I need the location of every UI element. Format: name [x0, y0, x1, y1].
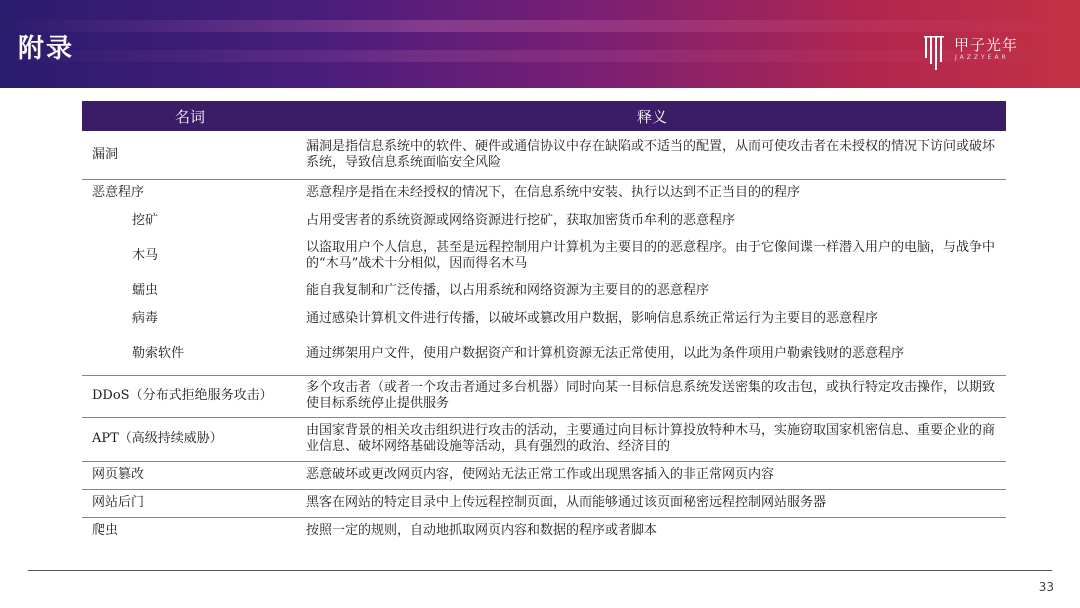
definition-cell: 恶意程序是指在未经授权的情况下，在信息系统中安装、执行以达到不正当目的的程序	[306, 185, 801, 201]
page-title: 附录	[18, 34, 75, 64]
column-header-term: 名词	[82, 101, 298, 131]
definition-cell: 由国家背景的相关攻击组织进行攻击的活动，主要通过向目标计算投放特种木马，实施窃取国家机密信息、重要企业的商业信息、破坏网络基础设施等活动，具有强烈的政治、经济目的	[298, 417, 1006, 461]
table-row	[82, 375, 1006, 417]
glossary-table	[82, 101, 1006, 545]
brand-logo	[924, 32, 1054, 72]
table-row	[82, 179, 1006, 207]
brand-subtitle: JAZZYEAR	[955, 54, 1009, 61]
table-row	[82, 333, 1006, 375]
definition-cell: 漏洞是指信息系统中的软件、硬件或通信协议中存在缺陷或不适当的配置，从而可使攻击者在未授权的情况下访问或破坏系统，导致信息系统面临安全风险	[298, 131, 1006, 179]
table-header-row	[82, 101, 1006, 131]
definition-cell: 黑客在网站的特定目录中上传远程控制页面，从而能够通过该页面秘密远程控制网站服务器	[298, 489, 1006, 517]
table-row	[82, 131, 1006, 179]
term-cell: 爬虫	[92, 523, 119, 539]
definition-cell: 以盗取用户个人信息，甚至是远程控制用户计算机为主要目的的恶意程序。由于它像间谍一样潜入用户的电脑，与战争中的“木马”战术十分相似，因而得名木马	[306, 240, 996, 271]
definition-cell: 能自我复制和广泛传播，以占用系统和网络资源为主要目的的恶意程序	[306, 283, 710, 298]
definition-cell: 占用受害者的系统资源或网络资源进行挖矿，获取加密货币牟利的恶意程序	[306, 213, 736, 228]
table-row	[82, 207, 1006, 235]
table-row	[82, 305, 1006, 333]
banner-decoration	[0, 50, 1080, 62]
term-cell: 勒索软件	[82, 333, 298, 375]
definition-cell: 恶意破坏或更改网页内容，使网站无法正常工作或出现黑客插入的非正常网页内容	[298, 461, 1006, 489]
term-cell: 网站后门	[82, 489, 298, 517]
page-number: 33	[1038, 580, 1054, 594]
term-cell: 蠕虫	[132, 283, 159, 298]
footer-divider	[28, 570, 1052, 571]
table-row	[82, 517, 1006, 545]
term-cell: 木马	[132, 248, 159, 263]
banner-decoration	[0, 20, 1080, 32]
header-banner	[0, 0, 1080, 88]
definition-cell: 多个攻击者（或者一个攻击者通过多台机器）同时向某一目标信息系统发送密集的攻击包，或执行特定攻击操作，以期致使目标系统停止提供服务	[298, 375, 1006, 417]
term-cell: 漏洞	[82, 131, 298, 179]
term-cell: 病毒	[132, 311, 159, 326]
brand-name: 甲子光年	[954, 36, 1019, 54]
table-row	[82, 489, 1006, 517]
table-row	[82, 461, 1006, 489]
column-header-definition: 释义	[298, 101, 1006, 131]
table-row	[82, 417, 1006, 461]
term-cell: 网页篡改	[82, 461, 298, 489]
definition-cell: 通过绑架用户文件，使用户数据资产和计算机资源无法正常使用，以此为条件项用户勒索钱财的恶意程序	[298, 333, 1006, 375]
definition-cell: 按照一定的规则，自动地抓取网页内容和数据的程序或者脚本	[306, 523, 658, 539]
term-cell: APT（高级持续威胁）	[82, 417, 298, 461]
table-row	[82, 235, 1006, 277]
term-cell: 恶意程序	[92, 185, 145, 201]
term-cell: 挖矿	[132, 213, 159, 228]
definition-cell: 通过感染计算机文件进行传播，以破坏或篡改用户数据，影响信息系统正常运行为主要目的恶意程序	[306, 311, 879, 326]
brand-mark-icon	[924, 34, 946, 70]
term-cell: DDoS（分布式拒绝服务攻击）	[82, 375, 298, 417]
table-row	[82, 277, 1006, 305]
